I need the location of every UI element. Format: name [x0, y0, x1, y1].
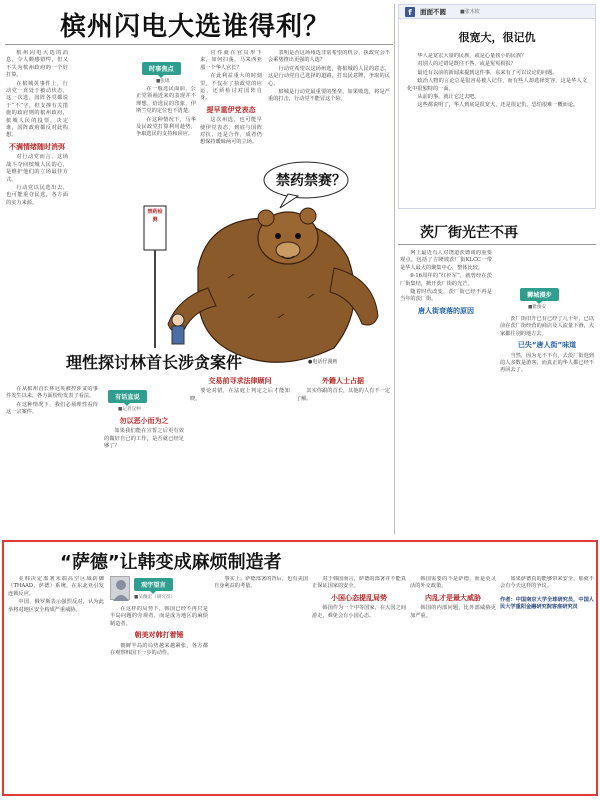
cartoon-credit: ●电话仔漫画: [308, 359, 338, 365]
second-rule: [398, 244, 596, 245]
third-headline: 理性探讨林首长涉贪案件: [66, 353, 243, 372]
third-col-4: 外籍人士占据 其实你跟的首长，其他的人有不一定了解。: [296, 377, 390, 402]
bottom-col-4: 对于韩国而言，萨德的部署并不能真正保证国家的安全。 小国心态提乱局势 韩国作为一个中等国家，在大国之间游走，难免会有小国心态。: [312, 576, 406, 619]
bottom-col-1: 美韩决定部署末端高空区域防御（THAAD，萨德）系统，在东北亚引发连锁反应。 中国、俄罗斯表示强烈反对，认为此举将对地区安全构成严重威胁。: [8, 576, 104, 613]
author-photo: [110, 576, 130, 600]
third-subhead-1: 勿以恶小而为之: [119, 417, 169, 425]
opinion-section-title: 面面不圆: [420, 8, 446, 16]
third-col-2: 勿以恶小而为之 如果我们能在宣誓之后更有效的做好自己的工作，是否就已经足够了？: [104, 417, 184, 450]
opinion-body: 华人是宽宏大量的民族，或是心量狭小的民族？ 对别人的过错是既往不咎，或是冤冤相报？ 最近有以前的新闻来提到这件事，东来有了可以议论的问题。 政治人物的言论总是很容易被人记住，而有些人却选择宽容，这是华人文化中很独特的一面。 从前的事，就让它过去吧。 这些都说明了，华人到底是很宽大，还是很记仇，恐怕很难一概而论。: [407, 53, 587, 109]
bottom-subhead-2: 小国心态提乱局势: [331, 593, 387, 602]
second-subhead-2: 已失“唐人街”味道: [517, 341, 577, 350]
top-divider: [394, 4, 395, 534]
top-byline: ■张锦: [156, 79, 170, 84]
bottom-headline: “萨德”让韩变成麻烦制造者: [60, 552, 282, 573]
top-headline-rule: [5, 44, 393, 45]
third-byline: ■记者汉仲: [118, 407, 141, 412]
second-byline: ■雅俊安: [528, 305, 547, 310]
top-headline: 槟州闪电大选谁得利？: [60, 12, 331, 42]
second-badge: 狮城漫步: [520, 288, 559, 301]
third-subhead-2: 交易前寻求法律顾问: [208, 377, 272, 385]
top-subhead-1: 不满情绪随时消弭: [9, 142, 65, 151]
cartoon-caption: 禁药禁赛？: [276, 173, 346, 189]
person-icon: [111, 577, 131, 601]
opinion-box-header: [399, 5, 595, 19]
second-headline: 茨厂街光芒不再: [420, 225, 518, 241]
bottom-subhead-3: 内乱才是最大威胁: [425, 593, 481, 602]
top-col-4: 表明是否这场州选非常希望的机会，执政党会不会乘势推出更强的人选？ 行动党希望以这场州选，将槟城的人民的意志，这是行动党自己选择的道路，打出民意牌，争取的民心。 槟城是行动党最重要的堡垒，如果败选，将是严重的打击，行动党不能冒这个险。: [268, 50, 390, 103]
third-subhead-3: 外籍人士占据: [322, 377, 364, 385]
bottom-col-3: 事实上，萨德部署的背后，也有美国自身利益的考量。: [214, 576, 308, 590]
top-col-1: 槟州闪电大选的消息，令人颇感错愕，但又不失为槟州政府的一个好打算。 在槟城英事件上，行动党一直处于被动状态，这一次选，国阵各党都说于“不”字，但支撑有关措施的政府则的槟州政府，槟城人民的投票，决定谁，国阵政府都反对此构想。 不满情绪随时消弭 对行动党而言，这场战斗夺回槟城人民的心，是维护他们的立场最佳方式。 行动党以民选出去，也可能重夺民选，各方面的实力来源。: [6, 50, 68, 206]
top-col-2: 在一般选民面前，公正党领袖近来的表现并不理想，给选民的印象，伊斯兰党的定位也不清楚。 在这种情况下，马华及民政党打算利用趁势，争取选民的支持和回应。: [136, 86, 196, 138]
bottom-subhead-1: 朝美对韩打着锤: [134, 631, 184, 640]
bottom-byline: ■吴俊宏（研究员）: [134, 595, 176, 600]
second-subhead-1: 唐人街衰落的原因: [418, 306, 474, 315]
third-badge: 有话直说: [108, 390, 147, 403]
third-col-3: 交易前寻求法律顾问 要论对错，在法庭上判定之后才能知晓。: [190, 377, 290, 402]
bottom-col-5: 韩国需要的不是萨德，而是更灵活的外交政策。 内乱才是最大威胁 韩国的内部问题，比外部威胁更加严重。: [410, 576, 496, 619]
bear-cartoon-illustration: [138, 148, 388, 370]
top-col-3: 官件就在官员形下来，如何扫荡，马来西亚那一个华人官长？ 在此利益重大的时刻里，不仅在了执政党的应运，还须检讨对国阵自身。 提早重伊党表态 这次州选，也可能早使伊党表态，到底与国阵对抗，还是合作，成者仍想保持暖昧两可的立场。: [200, 50, 262, 146]
top-badge: 时事焦点: [142, 62, 181, 75]
opinion-box: [398, 4, 596, 209]
bottom-col-6: 如果萨德真的能够带来安全，那就不会有今天这样的争议。 作者：中国南京大学全球研究员，中国人民大学重阳金融研究院客座研究员: [500, 576, 594, 611]
cartoon-sign-text: 禁药检测: [147, 209, 163, 223]
opinion-author: ■张木钦: [460, 9, 480, 15]
bottom-author-note: 作者：中国南京大学全球研究员，中国人民大学重阳金融研究院客座研究员: [500, 596, 594, 611]
editorial-cartoon: [138, 148, 388, 370]
featured-article-box: [2, 540, 598, 796]
second-col-2: 茨厂街旧开已有已经了几十年，已以前在茨厂街经营的商店及人流量下滑，大家都往别的地方去。 已失“唐人街”味道 当然，因为无不不有，去茨厂街逛到的人多数是游客，而真正的华人都已经不再回去了。: [500, 316, 594, 374]
facebook-logo-icon: f: [405, 7, 415, 17]
second-col-1: 网上最近有人对饶道茨德谈的重要观点，包括了吉隆坡茨厂街KLCC一带是华人最大的聚集中心，整体比较。 9·16周年的“红衫军”，就曾经在茨厂街集结，掀开茨厂街的光芒。 随着时代改变，茨厂街已经不再是当年的茨厂街。 唐人街衰落的原因: [400, 250, 492, 315]
bottom-col-2: 在这样的局势下，韩国已经不再只是半岛问题的旁观者，而是成为地区的麻烦制造者。 朝美对韩打着锤 朝鲜半岛的局势越来越紧张，各方都在观察韩国下一步的动作。: [110, 606, 208, 657]
top-subhead-2: 提早重伊党表态: [206, 105, 256, 114]
bottom-badge: 观宇望言: [134, 578, 173, 591]
third-col-1: 在从槟州首长林冠英被控涉贪的事件发生以来，各方面纷纷发表了看法。 在这种情况下，我们必须理性看待这一宗案件。: [6, 386, 98, 416]
opinion-headline: 很宽大，很记仇: [458, 31, 536, 44]
